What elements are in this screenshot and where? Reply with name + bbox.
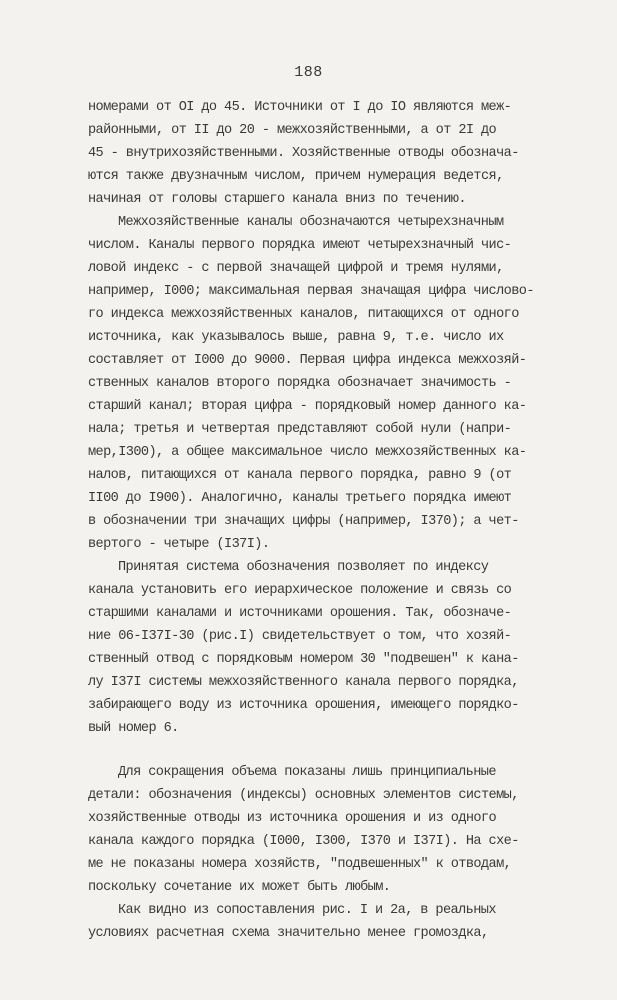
text-line: вый номер 6. — [88, 721, 179, 736]
text-line: мер,I300), а общее максимальное число межхозяйственных ка- — [88, 445, 527, 460]
text-line: вертого - четыре (I37I). — [88, 537, 270, 552]
text-line: детали: обозначения (индексы) основных элементов системы, — [88, 788, 519, 803]
text-line: районными, от II до 20 - межхозяйственными, а от 2I до — [88, 123, 497, 138]
text-line: канала установить его иерархическое положение и связь со — [88, 583, 512, 598]
text-line: Как видно из сопоставления рис. I и 2а, в реальных — [118, 903, 496, 918]
text-line: Для сокращения объема показаны лишь принципиальные — [118, 765, 496, 780]
text-line: поскольку сочетание их может быть любым. — [88, 880, 391, 895]
text-line: канала каждого порядка (I000, I300, I370 и I37I). На схе- — [88, 834, 519, 849]
text-line: Принятая система обозначения позволяет по индексу — [118, 560, 489, 575]
text-line: налов, питающихся от канала первого порядка, равно 9 (от — [88, 468, 512, 483]
text-line: ются также двузначным числом, причем нумерация ведется, — [88, 169, 504, 184]
text-line: условиях расчетная схема значительно менее громоздка, — [88, 926, 489, 941]
text-line: 45 - внутрихозяйственными. Хозяйственные отводы обознача- — [88, 146, 519, 161]
text-line: ние 06-I37I-30 (рис.I) свидетельствует о том, что хозяй- — [88, 629, 512, 644]
text-line: старшими каналами и источниками орошения. Так, обозначе- — [88, 606, 512, 621]
text-line: лу I37I системы межхозяйственного канала первого порядка, — [88, 675, 519, 690]
text-line: нала; третья и четвертая представляют собой нули (напри- — [88, 422, 512, 437]
text-line: источника, как указывалось выше, равна 9, т.е. число их — [88, 330, 504, 345]
text-line: числом. Каналы первого порядка имеют четырехзначный чис- — [88, 238, 512, 253]
text-line: в обозначении три значащих цифры (например, I370); а чет- — [88, 514, 519, 529]
text-line: ственный отвод с порядковым номером 30 "подвешен" к кана- — [88, 652, 519, 667]
text-line: хозяйственные отводы из источника орошения и из одного — [88, 811, 497, 826]
text-line: номерами от OI до 45. Источники от I до IO являются меж- — [88, 100, 512, 115]
text-line: ловой индекс - с первой значащей цифрой и тремя нулями, — [88, 261, 504, 276]
text-line: Межхозяйственные каналы обозначаются четырехзначным — [118, 215, 504, 230]
text-line: забирающего воду из источника орошения, имеющего порядко- — [88, 698, 519, 713]
text-line: го индекса межхозяйственных каналов, питающихся от одного — [88, 307, 519, 322]
text-line: например, I000; максимальная первая значащая цифра числово- — [88, 284, 534, 299]
text-line: составляет от I000 до 9000. Первая цифра индекса межхозяй- — [88, 353, 527, 368]
text-line: начиная от головы старшего канала вниз по течению. — [88, 192, 466, 207]
text-line: старший канал; вторая цифра - порядковый номер данного ка- — [88, 399, 527, 414]
page-number: 188 — [294, 64, 323, 81]
text-line: II00 до I900). Аналогично, каналы третьего порядка имеют — [88, 491, 512, 506]
text-line: ме не показаны номера хозяйств, "подвешенных" к отводам, — [88, 857, 512, 872]
text-line: ственных каналов второго порядка обозначает значимость - — [88, 376, 512, 391]
